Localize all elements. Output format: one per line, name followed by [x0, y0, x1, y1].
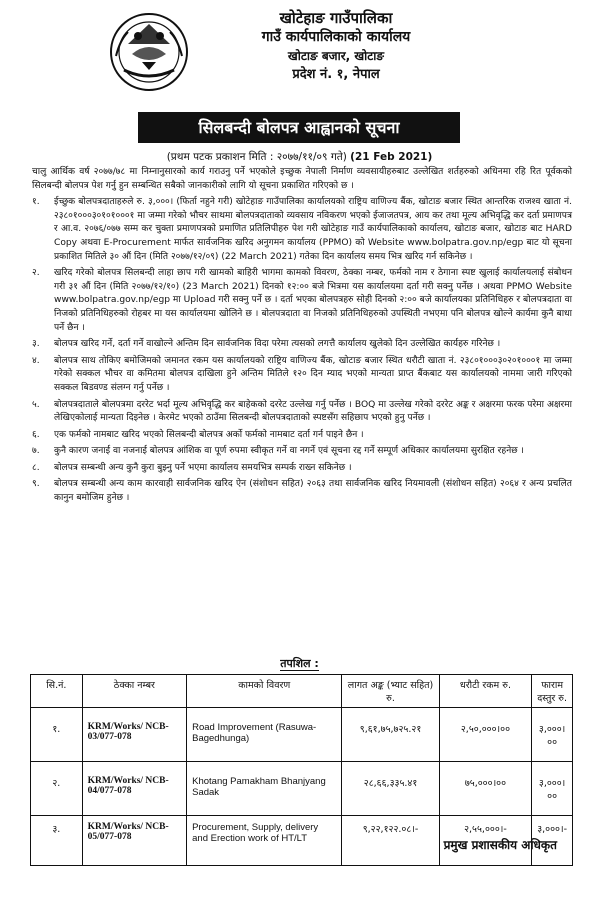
cell-fee: ३,०००।-	[532, 816, 573, 866]
publication-label: (प्रथम पटक प्रकाशन मिति : २०७७/११/०९ गते)	[166, 151, 347, 163]
item-number: ९.	[32, 479, 40, 490]
cell-deposit: २,५५,०००।-	[439, 816, 531, 866]
cell-contract-no: KRM/Works/ NCB-03/077-078	[82, 708, 186, 762]
cell-cost: २८,६६,३३५.४१	[342, 762, 439, 816]
cell-cost: ९,२२,१२२.०८।-	[342, 816, 439, 866]
col-header-work: कामको विवरण	[187, 675, 342, 708]
list-item	[32, 399, 572, 426]
list-item	[32, 355, 572, 396]
cell-work: Khotang Pamakham Bhanjyang Sadak	[187, 762, 342, 816]
col-header-sn: सि.नं.	[31, 675, 83, 708]
publication-date	[0, 150, 599, 164]
item-text: बोलपत्रदाताले बोलपत्रमा दररेट भर्दा मूल्य अभिवृद्धि कर बाहेकको दररेट उल्लेख गर्नु पर्नेछ । BOQ मा उल्लेख गरेको दररेट अङ्क र अक्षरमा फरक परेमा अक्षरमा लेखिएकोलाई मान्यता दिइनेछ । केरमेट भएको ठाउँमा सिलबन्दी बोलपत्रदाताको स्पष्टसँग सहिछाप भएको हुनु पर्नेछ ।	[54, 399, 572, 424]
notice-title: सिलबन्दी बोलपत्र आह्वानको सूचना	[138, 112, 460, 143]
item-text: कुनै कारण जनाई वा नजनाई बोलपत्र आंशिक वा पूर्ण रुपमा स्वीकृत गर्ने वा नगर्ने एवं सूचना रद्द गर्ने सम्पूर्ण अधिकार कार्यालयमा सुरक्षित रहनेछ ।	[54, 446, 524, 457]
office-name: गाउँ कार्यपालिकाको कार्यालय	[261, 29, 411, 45]
cell-contract-no: KRM/Works/ NCB-04/077-078	[82, 762, 186, 816]
notice-body	[32, 166, 572, 509]
item-number: ६.	[32, 429, 40, 440]
details-heading	[0, 656, 599, 671]
table-row	[31, 708, 573, 762]
cell-deposit: ७५,०००।००	[439, 762, 531, 816]
list-item	[32, 196, 572, 264]
cell-contract-no: KRM/Works/ NCB-05/077-078	[82, 816, 186, 866]
table-row	[31, 762, 573, 816]
item-number: ८.	[32, 462, 40, 473]
col-header-cost: लागत अङ्क (भ्याट सहित) रु.	[342, 675, 439, 708]
list-item	[32, 429, 572, 443]
cell-sn: ३.	[31, 816, 83, 866]
item-number: ५.	[32, 399, 40, 410]
cell-deposit: २,५०,०००।००	[439, 708, 531, 762]
details-heading-text: तपशिल :	[280, 657, 319, 670]
col-header-fee: फाराम दस्तुर रु.	[532, 675, 573, 708]
item-number: १.	[32, 197, 40, 208]
item-text: ईच्छुक बोलपत्रदाताहरुले रु. ३,०००। (फिर्ता नहुने गरी) खोटेहाङ गाउँपालिका कार्यालयको राष्ट्रिय वाणिज्य बैंक, खोटाङ बजार स्थित आन्तरिक राजश्व खाता नं. २३८०१०००३०१०१०००१ मा जम्मा गरेको भौचर साथमा बोलपत्रदाताको व्यवसाय नविकरण भएको ईजाजतपत्र, आय कर तथा मूल्य अभिवृद्धि कर दर्ता प्रमाणपत्र र आ.व. २०७६/०७७ सम्म कर चुक्ता प्रमाणपत्रको प्रमाणित प्रतिलिपीहरु पेश गरी खोटेहाङ गाउँ कार्यपालिकाको कार्यालय, खोटाङ बजार, खोटाङ बाट HARD Copy अथवा E-Procurement मार्फत सार्वजनिक खरिद अनुगमन कार्यालय (PPMO) को Website www.bolpatra.gov.np/egp बाट यो सूचना प्रकाशित मितिले ३० औं दिन (मिति २०७७/१२/०९) (22 March 2021) गतेका दिन कार्यालय समय भित्र खरिद गर्न सकिनेछ ।	[54, 197, 572, 262]
item-text: बोलपत्र सम्बन्धी अन्य कुनै कुरा बुझ्नु पर्ने भएमा कार्यालय समयभित्र सम्पर्क राख्न सकिनेछ ।	[54, 462, 352, 473]
item-number: ३.	[32, 339, 40, 350]
list-item	[32, 267, 572, 335]
item-text: बोलपत्र साथ तोकिए बमोजिमको जमानत रकम यस कार्यालयको राष्ट्रिय वाणिज्य बैंक, खोटाङ बजार स्थित धरौटी खाता नं. २३८०१०००३०२०१०००१ मा जम्मा गरेको सक्कल भौचर वा कमितमा बोलपत्र दाखिला हुने अन्तिम मितिले १२० दिन म्याद भएको मान्यता प्राप्त बैंकबाट यस कार्यालयको नाममा जारी गरिएको सक्कल बिडवण्ड संलग्न गर्नु पर्नेछ ।	[54, 355, 572, 393]
col-header-contract-no: ठेक्का नम्बर	[82, 675, 186, 708]
list-item	[32, 462, 572, 476]
cell-fee: ३,०००।००	[532, 762, 573, 816]
nepal-emblem-icon	[108, 10, 190, 94]
cell-sn: १.	[31, 708, 83, 762]
cell-cost: ९,६१,७५,७२५.२१	[342, 708, 439, 762]
cell-fee: ३,०००।००	[532, 708, 573, 762]
item-text: एक फर्मको नामबाट खरिद भएको सिलबन्दी बोलपत्र अर्को फर्मको नामबाट दर्ता गर्न पाइने छैन ।	[54, 429, 364, 440]
item-number: ४.	[32, 355, 40, 366]
signatory-title: प्रमुख प्रशासकीय अधिकृत	[443, 838, 557, 852]
office-address: खोटाङ बजार, खोटाङ	[287, 49, 385, 63]
cell-work: Road Improvement (Rasuwa-Bagedhunga)	[187, 708, 342, 762]
cell-work: Procurement, Supply, delivery and Erection work of HT/LT	[187, 816, 342, 866]
col-header-deposit: धरौटी रकम रु.	[439, 675, 531, 708]
intro-paragraph: चालु आर्थिक वर्ष २०७७/७८ मा निम्नानुसारको कार्य गराउनु पर्ने भएकोले इच्छुक नेपाली निर्माण व्यवसायीहरुबाट उल्लेखित शर्तहरुको अधिनमा रहि रित पूर्वकको सिलबन्दी बोलपत्र पेश गर्नु हुन सम्बन्धित सबैको जानकारीको लागि यो सूचना प्रकाशित गरिएको छ ।	[32, 167, 572, 191]
province-line: प्रदेश नं. १, नेपाल	[292, 67, 380, 82]
cell-sn: २.	[31, 762, 83, 816]
item-text: बोलपत्र खरिद गर्ने, दर्ता गर्ने वाखोल्ने अन्तिम दिन सार्वजनिक विदा परेमा त्यसको लगत्तै कार्यालय खुलेको दिन उल्लेखित कार्यहरु गरिनेछ ।	[54, 339, 501, 350]
list-item	[32, 445, 572, 459]
municipality-name: खोटेहाङ गाउँपालिका	[279, 9, 393, 27]
list-item	[32, 478, 572, 505]
item-number: २.	[32, 268, 40, 279]
table-header-row	[31, 675, 573, 708]
list-item	[32, 338, 572, 352]
publication-date-en: (21 Feb 2021)	[350, 151, 433, 163]
item-text: खरिद गरेको बोलपत्र सिलबन्दी लाहा छाप गरी खामको बाहिरी भागमा कामको विवरण, ठेक्का नम्बर, फर्मको नाम र ठेगाना स्पष्ट खुलाई कार्यालयलाई संबोधन गरी ३१ औं दिन (मिति २०७७/१२/१०) (23 March 2021) दिनको १२:०० बजे भित्रमा यस कार्यालयमा दर्ता गरी सक्नु पर्नेछ । अथवा PPMO Website www.bolpatra.gov.np/egp मा Upload गरी सक्नु पर्ने छ । दर्ता भएका बोलपत्रहरु सोही दिनको २:०० बजे कार्यालयका प्रतिनिधिहरु र बोलपत्रदाता वा निजको प्रतिनिधिहरुको रोहबर मा यस कार्यालयमा खोलिने छ । बोलपत्रदाता वा निजको प्रतिनिधिहरुको उपस्थिती नभएमा पनि बोलपत्र खोल्ने कार्यमा कुनै बाधा पर्ने छैन ।	[54, 268, 572, 333]
item-number: ७.	[32, 446, 40, 457]
letterhead	[0, 0, 599, 112]
item-text: बोलपत्र सम्बन्धी अन्य काम कारवाही सार्वजनिक खरिद ऐन (संशोधन सहित) २०६३ तथा सार्वजनिक खरिद नियमावली (संशोधन सहित) २०६४ र अन्य प्रचलित कानुन बमोजिम हुनेछ ।	[54, 479, 572, 504]
